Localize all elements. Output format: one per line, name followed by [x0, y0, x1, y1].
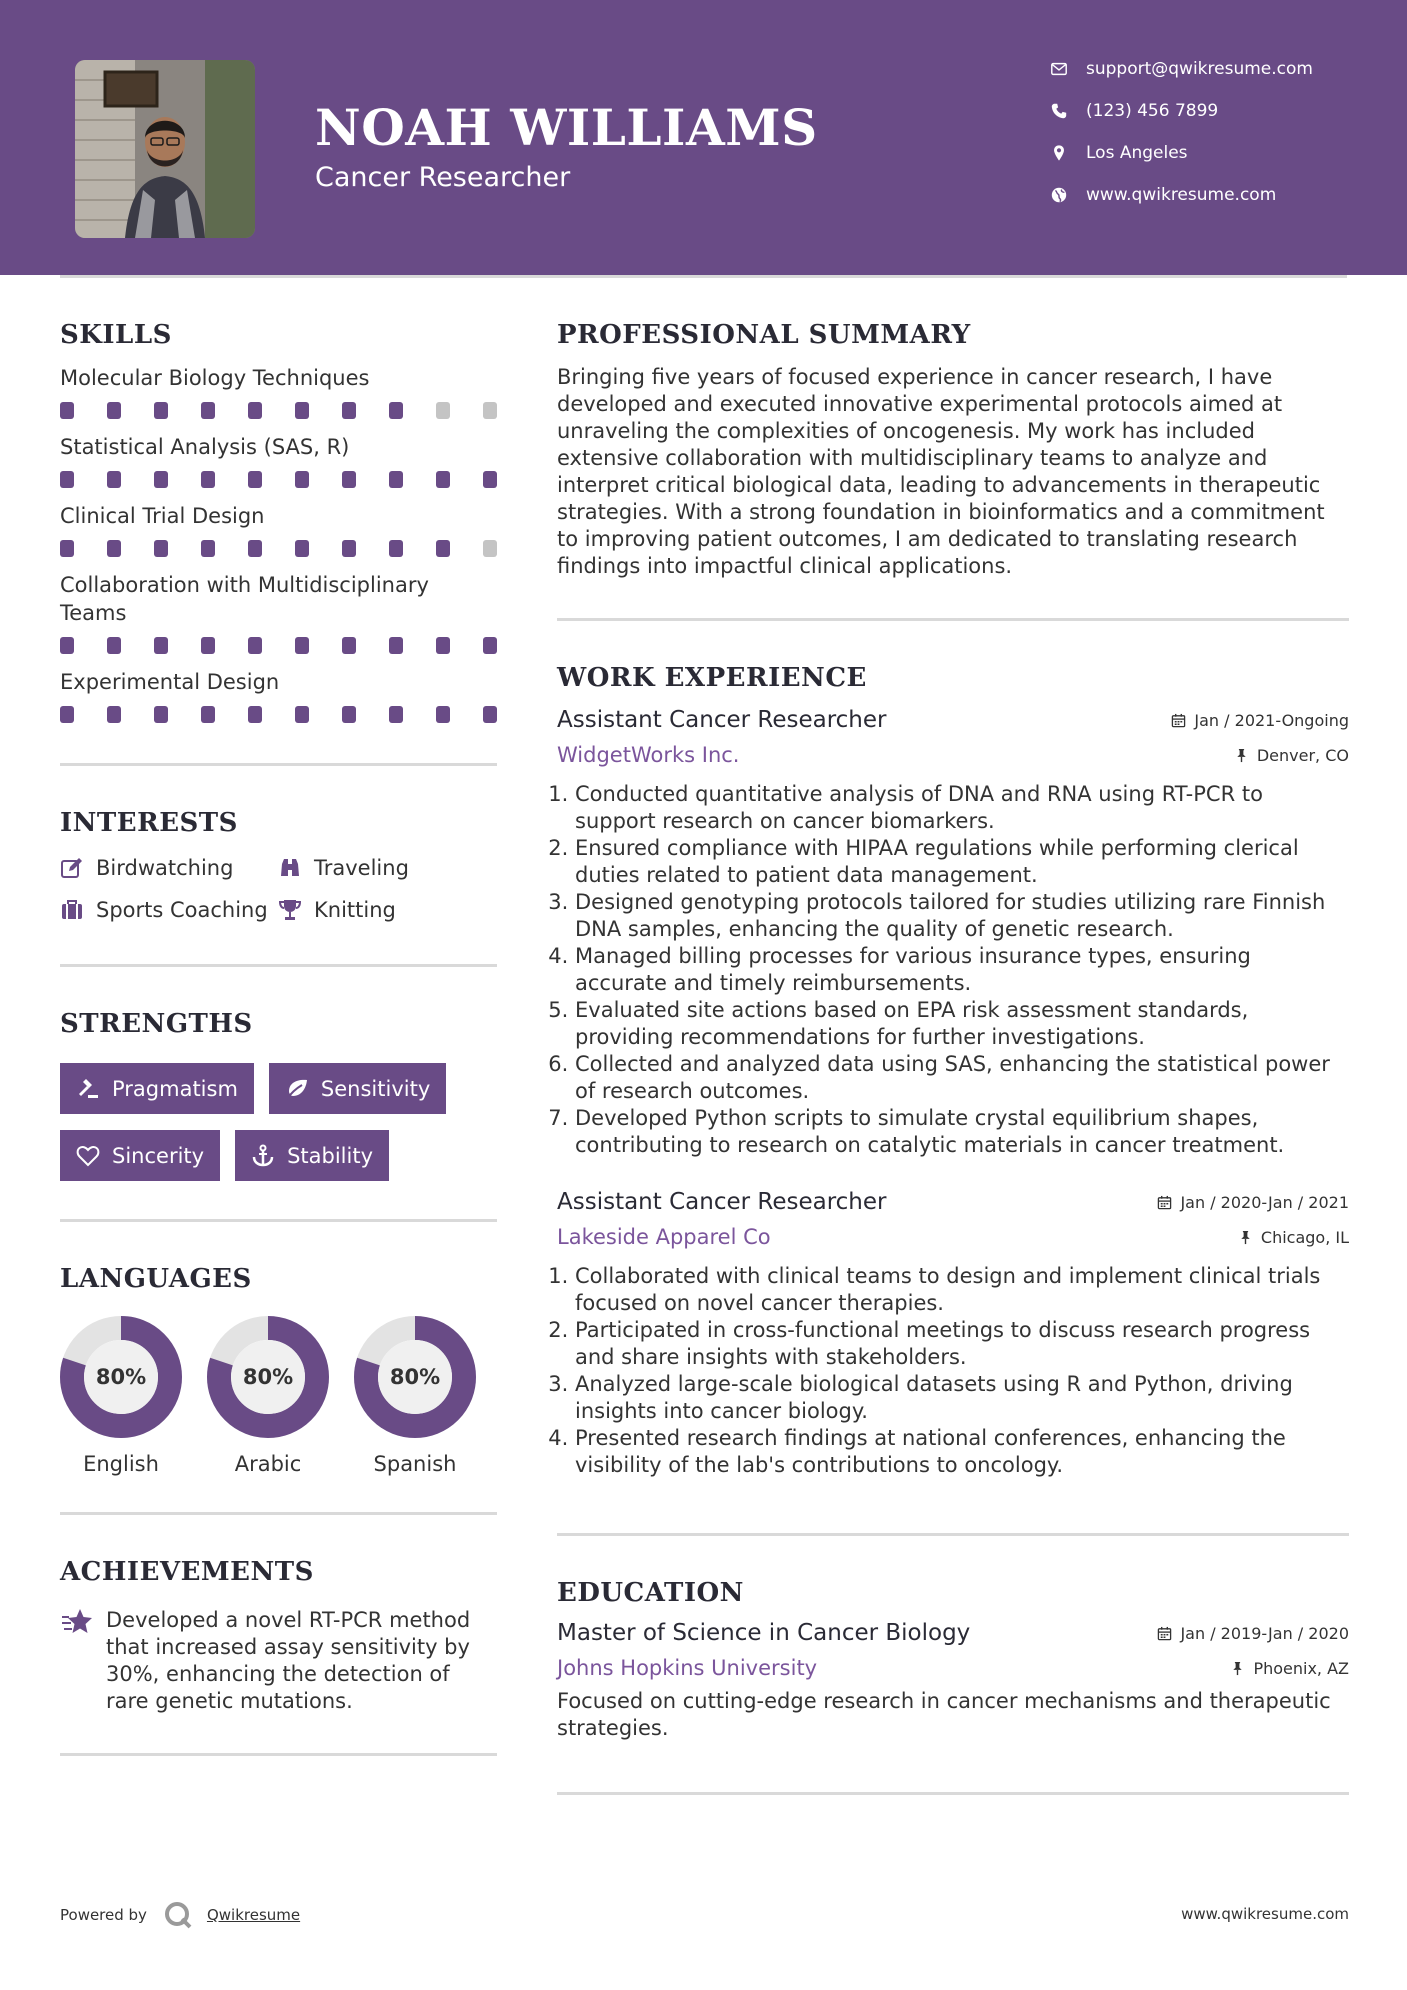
profile-photo — [75, 60, 255, 238]
pencil-square-icon — [60, 856, 84, 880]
job-dates — [1171, 711, 1349, 730]
job-bullet: 7. Developed Python scripts to simulate crystal equilibrium shapes, contributing to research on catalytic materials in cancer treatment. — [575, 1105, 1349, 1159]
interest-item — [60, 856, 278, 880]
section-divider — [60, 964, 497, 967]
strength-tag — [60, 1063, 254, 1114]
interest-label: Birdwatching — [96, 856, 234, 880]
education-dates-text: Jan / 2019-Jan / 2020 — [1180, 1623, 1349, 1643]
language-item — [207, 1316, 329, 1476]
contact-email[interactable] — [1050, 54, 1380, 84]
job-bullets — [557, 781, 1349, 1159]
achievement-item — [60, 1607, 497, 1715]
skill-name: Molecular Biology Techniques — [60, 366, 370, 390]
skill-dot-filled — [154, 540, 168, 557]
contact-location-text: Los Angeles — [1086, 143, 1188, 163]
star-icon — [60, 1607, 94, 1637]
trophy-icon — [278, 898, 302, 922]
language-progress-ring — [354, 1316, 476, 1438]
skill-dot-filled — [342, 540, 356, 557]
skill-dot-filled — [483, 706, 497, 723]
globe-icon — [1050, 186, 1068, 204]
skill-dot-filled — [483, 637, 497, 654]
skill-dot-filled — [483, 471, 497, 488]
gavel-icon — [76, 1077, 100, 1101]
skill-dot-filled — [342, 637, 356, 654]
pushpin-icon — [1238, 1230, 1253, 1245]
candidate-role: Cancer Researcher — [315, 162, 571, 193]
envelope-icon — [1050, 60, 1068, 78]
skill-name: Statistical Analysis (SAS, R) — [60, 435, 350, 459]
interest-item — [278, 856, 478, 880]
interest-item — [278, 898, 478, 922]
languages-heading: LANGUAGES — [60, 1264, 252, 1294]
skill-dot-filled — [295, 471, 309, 488]
education-dates — [1157, 1624, 1349, 1643]
contact-website[interactable] — [1050, 180, 1380, 210]
skill-dot-filled — [389, 402, 403, 419]
skill-rating — [60, 402, 497, 419]
skill-dot-filled — [60, 540, 74, 557]
contact-phone[interactable] — [1050, 96, 1380, 126]
skill-dot-empty — [483, 540, 497, 557]
skill-dot-filled — [248, 540, 262, 557]
section-divider — [60, 763, 497, 766]
education-location-text: Phoenix, AZ — [1253, 1658, 1349, 1678]
footer-powered-by — [60, 1900, 300, 1930]
job-dates-text: Jan / 2021-Ongoing — [1194, 710, 1349, 730]
skill-dot-empty — [436, 402, 450, 419]
skill-dot-empty — [483, 402, 497, 419]
strength-label: Stability — [287, 1143, 374, 1168]
interest-label: Knitting — [314, 898, 396, 922]
achievement-text: Developed a novel RT-PCR method that increased assay sensitivity by 30%, enhancing the detection of rare genetic mutations. — [106, 1608, 471, 1713]
skill-rating — [60, 637, 497, 654]
skill-dot-filled — [295, 540, 309, 557]
job-dates-text: Jan / 2020-Jan / 2021 — [1180, 1192, 1349, 1212]
interest-label: Traveling — [314, 856, 409, 880]
skill-dot-filled — [107, 402, 121, 419]
skill-dot-filled — [60, 471, 74, 488]
skill-dot-filled — [295, 402, 309, 419]
skill-dot-filled — [201, 706, 215, 723]
skill-dot-filled — [436, 471, 450, 488]
section-divider — [557, 1533, 1349, 1536]
language-name: English — [83, 1452, 159, 1476]
job-bullet: 4. Managed billing processes for various insurance types, ensuring accurate and timely reimbursements. — [575, 943, 1349, 997]
education-entry — [557, 1620, 1349, 1742]
skill-dot-filled — [436, 706, 450, 723]
interests-heading: INTERESTS — [60, 808, 238, 838]
candidate-name: NOAH WILLIAMS — [315, 98, 818, 157]
strength-tag — [235, 1130, 389, 1181]
skill-dot-filled — [295, 637, 309, 654]
contact-location — [1050, 138, 1380, 168]
language-percent: 80% — [95, 1365, 147, 1389]
section-divider — [557, 1792, 1349, 1795]
skill-dot-filled — [107, 471, 121, 488]
language-item — [60, 1316, 182, 1476]
calendar-icon — [1157, 1195, 1172, 1210]
skill-dot-filled — [201, 540, 215, 557]
job-bullet: 1. Collaborated with clinical teams to design and implement clinical trials focused on novel cancer therapies. — [575, 1263, 1349, 1317]
language-name: Spanish — [373, 1452, 457, 1476]
phone-icon — [1050, 102, 1068, 120]
skill-dot-filled — [201, 402, 215, 419]
strength-label: Sincerity — [112, 1143, 205, 1168]
education-description: Focused on cutting-edge research in cancer mechanisms and therapeutic strategies. — [557, 1689, 1331, 1740]
skill-rating — [60, 471, 497, 488]
calendar-icon — [1171, 713, 1186, 728]
skill-item — [60, 364, 497, 419]
section-divider — [60, 1753, 497, 1756]
leaf-icon — [285, 1077, 309, 1101]
section-divider — [60, 1512, 497, 1515]
right-column — [557, 320, 1349, 1795]
map-marker-icon — [1050, 144, 1068, 162]
section-divider — [557, 618, 1349, 621]
job-bullet: 1. Conducted quantitative analysis of DNA and RNA using RT-PCR to support research on cancer biomarkers. — [575, 781, 1349, 835]
interest-label: Sports Coaching — [96, 898, 268, 922]
skill-name: Clinical Trial Design — [60, 504, 265, 528]
skill-item — [60, 571, 497, 654]
job-entry — [557, 707, 1349, 1159]
job-title: Assistant Cancer Researcher — [557, 1189, 887, 1215]
contact-phone-text: (123) 456 7899 — [1086, 101, 1219, 121]
strength-label: Pragmatism — [112, 1076, 238, 1101]
job-bullet: 5. Evaluated site actions based on EPA risk assessment standards, providing recommendations for further investigations. — [575, 997, 1349, 1051]
experience-heading: WORK EXPERIENCE — [557, 663, 867, 693]
language-item — [354, 1316, 476, 1476]
resume-header — [0, 0, 1407, 275]
skill-dot-filled — [107, 540, 121, 557]
skills-heading: SKILLS — [60, 320, 172, 350]
skill-dot-filled — [389, 706, 403, 723]
strength-tag — [269, 1063, 446, 1114]
skill-name: Experimental Design — [60, 670, 280, 694]
education-heading: EDUCATION — [557, 1578, 744, 1608]
skill-dot-filled — [201, 637, 215, 654]
skill-dot-filled — [389, 471, 403, 488]
education-location — [1230, 1659, 1349, 1678]
skill-rating — [60, 540, 497, 557]
skill-dot-filled — [342, 471, 356, 488]
degree-title: Master of Science in Cancer Biology — [557, 1620, 971, 1646]
company-name: Lakeside Apparel Co — [557, 1225, 771, 1249]
job-bullet: 2. Ensured compliance with HIPAA regulations while performing clerical duties related to patient data management. — [575, 835, 1349, 889]
calendar-icon — [1157, 1626, 1172, 1641]
job-location — [1234, 746, 1349, 765]
job-bullet: 3. Analyzed large-scale biological datasets using R and Python, driving insights into cancer biology. — [575, 1371, 1349, 1425]
left-column — [60, 320, 497, 1756]
skill-dot-filled — [295, 706, 309, 723]
powered-by-text: Powered by — [60, 1906, 147, 1924]
contact-website-text: www.qwikresume.com — [1086, 185, 1277, 205]
skill-rating — [60, 706, 497, 723]
heart-icon — [76, 1144, 100, 1168]
interest-item — [60, 898, 278, 922]
skill-item — [60, 502, 497, 557]
summary-text: Bringing five years of focused experience in cancer research, I have developed and executed innovative experimental protocols aimed at unraveling the complexities of oncogenesis. My work has included extensive collaboration with multidisciplinary teams to analyze and interpret critical biological data, leading to advancements in therapeutic strategies. With a strong foundation in bioinformatics and a commitment to improving patient outcomes, I am dedicated to translating research findings into impactful clinical applications. — [557, 365, 1325, 578]
language-progress-ring — [60, 1316, 182, 1438]
skills-list — [60, 364, 497, 723]
interests-list — [60, 856, 497, 922]
skill-dot-filled — [436, 637, 450, 654]
skill-dot-filled — [60, 706, 74, 723]
pushpin-icon — [1230, 1661, 1245, 1676]
job-location-text: Denver, CO — [1256, 745, 1349, 765]
skill-dot-filled — [154, 471, 168, 488]
skill-dot-filled — [389, 540, 403, 557]
job-bullets — [557, 1263, 1349, 1479]
job-location — [1238, 1228, 1349, 1247]
language-name: Arabic — [234, 1452, 302, 1476]
skill-dot-filled — [342, 402, 356, 419]
job-location-text: Chicago, IL — [1260, 1227, 1349, 1247]
job-entry — [557, 1189, 1349, 1479]
skill-dot-filled — [248, 706, 262, 723]
skill-dot-filled — [389, 637, 403, 654]
strength-label: Sensitivity — [320, 1076, 431, 1101]
language-progress-ring — [207, 1316, 329, 1438]
binoculars-icon — [278, 856, 302, 880]
skill-dot-filled — [154, 706, 168, 723]
job-bullet: 6. Collected and analyzed data using SAS, enhancing the statistical power of research outcomes. — [575, 1051, 1349, 1105]
contact-email-text: support@qwikresume.com — [1086, 59, 1313, 79]
skill-name: Collaboration with Multidisciplinary Teams — [60, 573, 429, 625]
achievements-heading: ACHIEVEMENTS — [60, 1557, 314, 1587]
skill-dot-filled — [60, 637, 74, 654]
skill-dot-filled — [107, 637, 121, 654]
skill-dot-filled — [248, 637, 262, 654]
strength-tag — [60, 1130, 220, 1181]
skill-dot-filled — [248, 402, 262, 419]
languages-list — [60, 1316, 497, 1476]
job-bullet: 4. Presented research findings at national conferences, enhancing the visibility of the lab's contributions to oncology. — [575, 1425, 1349, 1479]
language-percent: 80% — [389, 1365, 441, 1389]
summary-heading: PROFESSIONAL SUMMARY — [557, 320, 971, 350]
strengths-heading: STRENGTHS — [60, 1009, 253, 1039]
section-divider — [60, 1219, 497, 1222]
skill-dot-filled — [201, 471, 215, 488]
pushpin-icon — [1234, 748, 1249, 763]
skill-dot-filled — [107, 706, 121, 723]
skill-dot-filled — [154, 637, 168, 654]
company-name: WidgetWorks Inc. — [557, 743, 740, 767]
qwikresume-link[interactable]: Qwikresume — [206, 1906, 301, 1924]
qwikresume-logo-icon — [163, 1900, 193, 1930]
school-name: Johns Hopkins University — [557, 1656, 818, 1680]
skill-dot-filled — [248, 471, 262, 488]
strengths-list — [60, 1063, 497, 1181]
skill-dot-filled — [60, 402, 74, 419]
job-bullet: 3. Designed genotyping protocols tailored for studies utilizing rare Finnish DNA samples, enhancing the quality of genetic research. — [575, 889, 1349, 943]
skill-dot-filled — [154, 402, 168, 419]
skill-item — [60, 668, 497, 723]
language-percent: 80% — [242, 1365, 294, 1389]
header-divider — [60, 275, 1347, 278]
briefcase-icon — [60, 898, 84, 922]
skill-item — [60, 433, 497, 488]
skill-dot-filled — [342, 706, 356, 723]
footer-website[interactable]: www.qwikresume.com — [1181, 1905, 1349, 1923]
skill-dot-filled — [436, 540, 450, 557]
job-bullet: 2. Participated in cross-functional meetings to discuss research progress and share insights with stakeholders. — [575, 1317, 1349, 1371]
anchor-icon — [251, 1144, 275, 1168]
job-dates — [1157, 1193, 1349, 1212]
job-title: Assistant Cancer Researcher — [557, 707, 887, 733]
